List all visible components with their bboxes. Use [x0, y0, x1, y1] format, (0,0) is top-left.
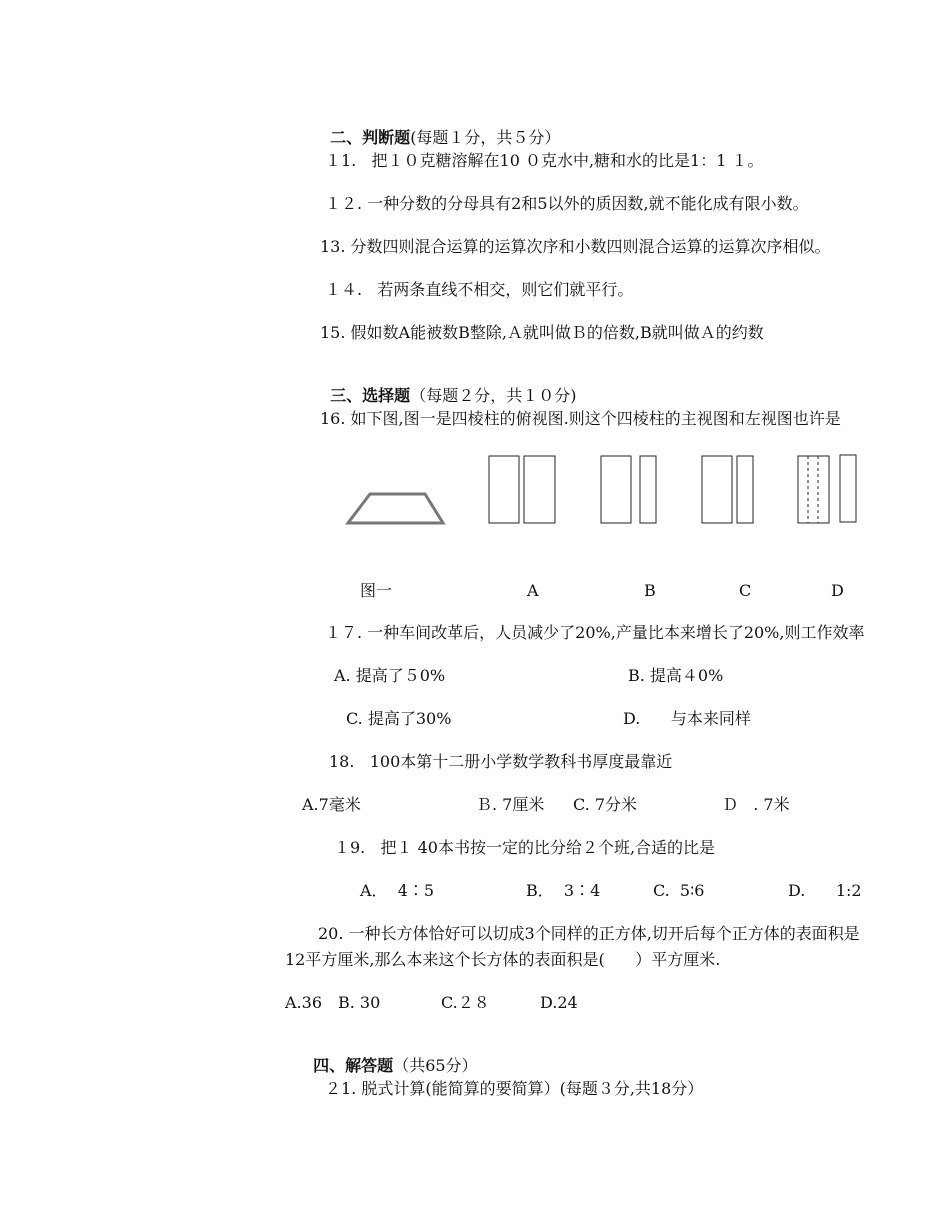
figure-caption-1: 图一	[360, 581, 393, 600]
q19-option-b: B． 3∶4	[526, 881, 601, 900]
question-17: １７. 一种车间改革后，人员减少了20%,产量比本来增长了20%,则工作效率	[325, 623, 865, 642]
figure-caption-b: B	[644, 581, 656, 600]
figure-caption-c: C	[739, 581, 752, 600]
figure-d-rect-left	[798, 456, 829, 523]
section2-heading-title: 二、判断题	[330, 128, 411, 147]
question-20-line-2: 12平方厘米,那么本来这个长方体的表面积是( ）平方厘米.	[285, 950, 721, 969]
question-12: １２. 一种分数的分母具有2和5以外的质因数,就不能化成有限小数。	[325, 194, 809, 213]
question-15: 15. 假如数A能被数B整除,Ａ就叫做Ｂ的倍数,B就叫做Ａ的约数	[320, 323, 764, 342]
section4-heading-title: 四、解答题	[313, 1056, 394, 1075]
q20-option-d: D.24	[540, 993, 578, 1012]
section2-heading-note: (每题１分，共５分）	[410, 128, 561, 147]
q20-option-a: A.36	[285, 993, 322, 1012]
q16-figure	[0, 0, 950, 560]
figure-caption-d: D	[831, 581, 844, 600]
q17-option-a: A. 提高了５0%	[334, 666, 446, 685]
question-19: １9. 把１ 40本书按一定的比分给２个班,合适的比是	[334, 838, 716, 857]
figure-c-rect-right	[737, 456, 753, 523]
q19-option-a: A． 4∶5	[360, 881, 435, 900]
section3-heading-note: （每题２分，共１０分)	[410, 386, 577, 405]
q18-option-c: C. 7分米	[573, 795, 638, 814]
section4-heading-note: （共65分）	[393, 1056, 478, 1075]
section3-heading-title: 三、选择题	[330, 386, 411, 405]
question-18: 18. 100本第十二册小学数学教科书厚度最靠近	[329, 752, 673, 771]
question-11: １1. 把１０克糖溶解在10 ０克水中,糖和水的比是1：1 １。	[325, 151, 764, 170]
figure-c-rect-left	[702, 456, 732, 523]
question-21: ２1. 脱式计算(能简算的要简算）(每题３分,共18分）	[325, 1079, 704, 1098]
q17-option-b: B. 提高４0%	[628, 666, 724, 685]
q19-option-d: D. 1:2	[788, 881, 862, 900]
figure1-trapezoid	[348, 494, 443, 523]
q18-option-d: Ｄ . 7米	[722, 795, 790, 814]
q18-option-b: Ｂ. 7厘米	[476, 795, 545, 814]
question-14: １４. 若两条直线不相交，则它们就平行。	[325, 280, 634, 299]
q20-option-c: C.２８	[441, 993, 490, 1012]
q19-option-c: C. 5∶6	[653, 881, 705, 900]
question-16: 16. 如下图,图一是四棱柱的俯视图.则这个四棱柱的主视图和左视图也许是	[320, 409, 841, 428]
question-20-line-1: 20. 一种长方体恰好可以切成3个同样的正方体,切开后每个正方体的表面积是	[318, 924, 860, 943]
figure-caption-a: A	[527, 581, 539, 600]
figure-d-rect-right	[840, 455, 856, 522]
section4-heading	[303, 1036, 478, 1076]
q18-option-a: A.7毫米	[302, 795, 361, 814]
q17-option-d: D. 与本来同样	[623, 709, 751, 728]
figure-a-rect-right	[524, 456, 555, 523]
q17-option-c: C. 提高了30%	[346, 709, 452, 728]
figure-a-rect-left	[489, 456, 519, 523]
question-13: 13. 分数四则混合运算的运算次序和小数四则混合运算的运算次序相似。	[320, 237, 831, 256]
figure-b-rect-left	[601, 456, 631, 523]
q20-option-b: B. 30	[338, 993, 381, 1012]
figure-b-rect-right	[640, 456, 656, 523]
